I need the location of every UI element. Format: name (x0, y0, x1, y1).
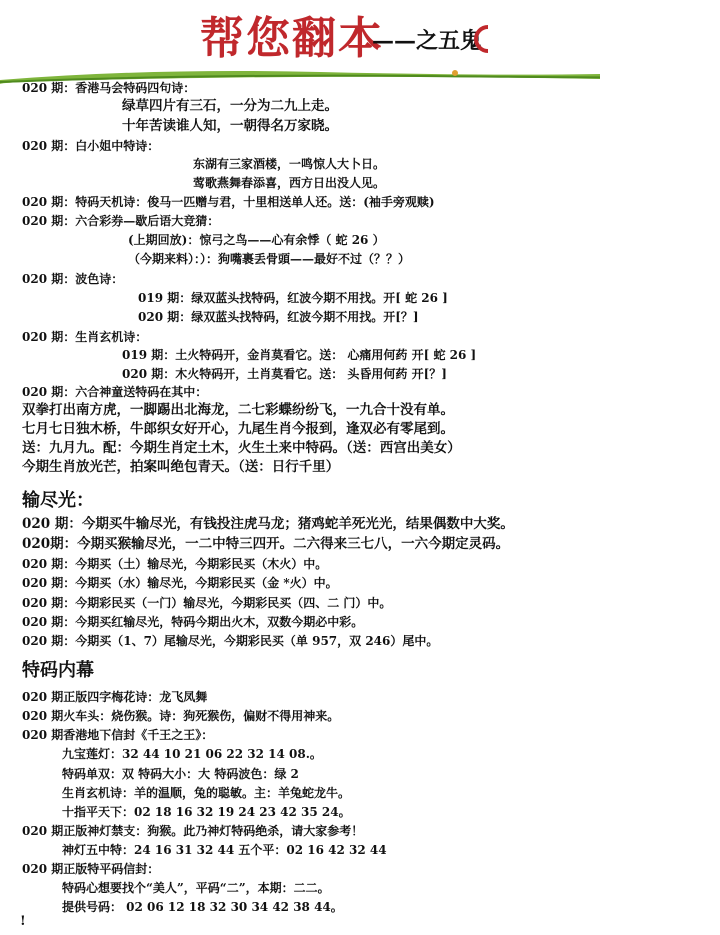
text-line: 020期：今期买猴输尽光，一二中特三四开。二六得来三七八，一六今期定灵码。 (22, 536, 510, 552)
text-line: 019 期：绿双蓝头找特码，红波今期不用找。开[ 蛇 26 ] (138, 291, 448, 305)
text-line: 020 期正版特平码信封： (22, 862, 160, 876)
text-line: 特码单双：双 特码大小：大 特码波色：绿 2 (62, 767, 299, 781)
text-line: （今期来料）：）：狗嘴裹丢骨頭——最好不过（？？） (128, 252, 411, 266)
text-line: 双拳打出南方虎，一脚踢出北海龙，二七彩蝶纷纷飞，一九合十没有单。 (22, 402, 454, 418)
text-line: 020 期：今期买（1、7）尾输尽光，今期彩民买（单 957，双 246）尾中。 (22, 634, 439, 648)
text-line: 020 期：今期彩民买（一门）输尽光，今期彩民买（四、二 门）中。 (22, 596, 392, 610)
text-line: 绿草四片有三石，一分为二九上走。 (122, 98, 338, 114)
text-line: 020 期：白小姐中特诗： (22, 139, 160, 153)
header-banner (0, 0, 720, 86)
text-line: 020 期香港地下信封《千王之王》： (22, 728, 214, 742)
text-line: 特码心想要找个“美人”，平码“二”，本期：二二。 (62, 881, 330, 895)
text-line: 020 期：波色诗： (22, 272, 124, 286)
text-line: 东湖有三家酒楼，一鸣惊人大卜日。 (193, 157, 386, 171)
text-line: 020 期：生肖玄机诗： (22, 330, 148, 344)
banner-title: 帮您翻本 (200, 13, 384, 64)
text-line: 送：九月九。配：今期生肖定土木，火生土来中特码。（送：西宫出美女） (22, 440, 461, 456)
text-line: 七月七日独木桥，牛郎织女好开心，九尾生肖今报到，逢双必有零尾到。 (22, 421, 454, 437)
section-heading: 特码内幕 (22, 660, 94, 681)
text-line: 020 期：六合神童送特码在其中： (22, 385, 208, 399)
text-line: 神灯五中特：24 16 31 32 44 五个平：02 16 42 32 44 (62, 843, 387, 857)
text-line: 020 期：今期买红输尽光，特码今期出火木，双数今期必中彩。 (22, 615, 364, 629)
text-line: 今期生肖放光芒，拍案叫绝包青天。（送：日行千里） (22, 459, 340, 475)
text-line: 020 期：香港马会特码四句诗： (22, 81, 196, 95)
text-line: 十指平天下：02 18 16 32 19 24 23 42 35 24。 (62, 805, 351, 819)
text-line: 020 期：特码天机诗：俊马一匹赠与君，十里相送单人还。送：(袖手旁观赎) (22, 195, 435, 209)
text-line: 020 期：绿双蓝头找特码，红波今期不用找。开[？] (138, 310, 419, 324)
text-line: 019 期：土火特码开，金肖莫看它。送： 心痛用何药 开[ 蛇 26 ] (122, 348, 477, 362)
text-line: 020 期：今期买（土）输尽光，今期彩民买（木火）中。 (22, 557, 328, 571)
text-line: 生肖玄机诗：羊的温顺，兔的聪敏。主：羊兔蛇龙牛。 (62, 786, 351, 800)
section-heading: 输尽光： (22, 490, 94, 511)
text-line: 020 期：六合彩券—歇后语大竞猜： (22, 214, 220, 228)
text-line: (上期回放)：惊弓之鸟——心有余悸（ 蛇 26 ） (128, 233, 385, 247)
banner-subtitle: ——之五鬼 (372, 28, 483, 54)
text-line: 十年苦读谁人知，一朝得名万家晓。 (122, 118, 338, 134)
text-line: 020 期火车头：烧伤猴。诗：狗死猴伤，偏财不得用神来。 (22, 709, 340, 723)
text-line: 莺歌燕舞春添喜，西方日出没人见。 (193, 176, 386, 190)
footer-mark: ! (20, 914, 26, 929)
red-arc-icon (472, 24, 494, 54)
text-line: 提供号码： 02 06 12 18 32 30 34 42 38 44。 (62, 900, 343, 914)
text-line: 020 期：今期买（水）输尽光，今期彩民买（金 *火）中。 (22, 576, 338, 590)
text-line: 020 期正版神灯禁支：狗猴。此乃神灯特码绝杀，请大家参考！ (22, 824, 364, 838)
text-line: 020 期：木火特码开，土肖莫看它。送： 头昏用何药 开[？] (122, 367, 447, 381)
text-line: 020 期正版四字梅花诗：龙飞凤舞 (22, 690, 208, 704)
text-line: 九宝莲灯：32 44 10 21 06 22 32 14 08.。 (62, 747, 322, 761)
text-line: 020 期：今期买牛输尽光，有钱投注虎马龙；猪鸡蛇羊死光光，结果偶数中大奖。 (22, 516, 514, 532)
